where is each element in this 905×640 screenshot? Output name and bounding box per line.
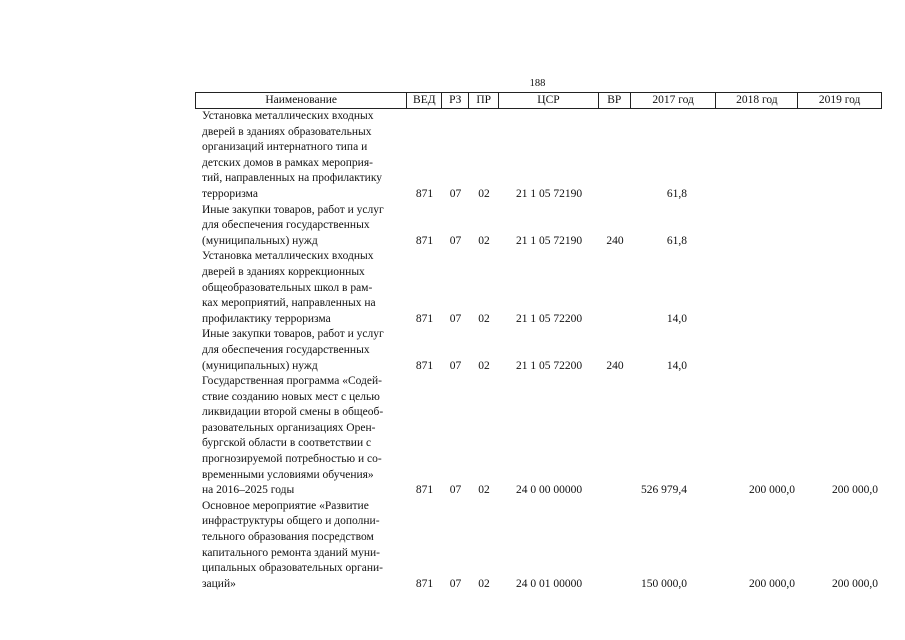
header-name: Наименование <box>196 93 407 108</box>
header-2017: 2017 год <box>631 93 717 108</box>
cell-pr: 02 <box>478 187 490 200</box>
cell-rz: 07 <box>449 577 462 590</box>
name-line: инфраструктуры общего и дополни- <box>202 515 380 528</box>
name-line: терроризма <box>202 187 258 200</box>
name-line: Государственная программа «Содей- <box>202 375 382 388</box>
cell-ved: 871 <box>415 234 434 247</box>
name-line: тий, направленных на профилактику <box>202 172 383 185</box>
cell-csr: 21 1 05 72190 <box>515 187 583 200</box>
table-row <box>195 374 882 499</box>
name-line: на 2016–2025 годы <box>202 484 295 497</box>
cell-rz: 07 <box>449 484 462 497</box>
name-line: ликвидации второй смены в общеоб- <box>202 406 384 419</box>
name-line: тельного образования посредством <box>202 531 374 544</box>
cell-vr: 240 <box>606 359 624 372</box>
cell-csr: 24 0 01 00000 <box>515 577 583 590</box>
name-line: Основное мероприятие «Развитие <box>202 499 369 512</box>
name-line: дверей в зданиях коррекционных <box>202 265 365 278</box>
cell-ved: 871 <box>415 359 434 372</box>
name-line: Иные закупки товаров, работ и услуг <box>202 328 384 341</box>
cell-csr: 21 1 05 72200 <box>515 312 583 325</box>
cell-name <box>195 499 407 593</box>
cell-rz: 07 <box>449 312 462 325</box>
header-2019: 2019 год <box>818 94 861 106</box>
cell-vr: 240 <box>606 234 624 247</box>
name-line: (муниципальных) нужд <box>202 234 318 247</box>
cell-2018: 200 000,0 <box>749 577 795 590</box>
cell-pr: 02 <box>478 359 490 372</box>
table-header <box>195 92 882 109</box>
cell-name <box>195 327 407 374</box>
cell-2017: 61,8 <box>666 234 687 247</box>
page-number: 188 <box>529 78 546 89</box>
cell-2017: 14,0 <box>666 312 687 325</box>
cell-name <box>195 203 407 250</box>
header-pr: ПР <box>469 93 499 108</box>
table-row <box>195 249 882 327</box>
header-csr: ЦСР <box>499 93 599 108</box>
cell-csr: 21 1 05 72200 <box>515 359 583 372</box>
name-line: Иные закупки товаров, работ и услуг <box>202 203 384 216</box>
name-line: организаций интернатного типа и <box>202 141 368 154</box>
cell-pr: 02 <box>478 234 490 247</box>
name-line: общеобразовательных школ в рам- <box>202 281 373 294</box>
name-line: ствие созданию новых мест с целью <box>202 390 380 403</box>
cell-2017: 61,8 <box>666 187 687 200</box>
name-line: временными условиями обучения» <box>202 468 374 481</box>
name-line: Установка металлических входных <box>202 110 374 122</box>
cell-pr: 02 <box>478 312 490 325</box>
cell-pr: 02 <box>478 577 490 590</box>
name-line: разовательных организациях Орен- <box>202 421 376 434</box>
cell-2017: 14,0 <box>666 359 687 372</box>
table-row <box>195 109 882 203</box>
name-line: (муниципальных) нужд <box>202 359 318 372</box>
name-line: для обеспечения государственных <box>202 219 370 232</box>
cell-rz: 07 <box>449 234 462 247</box>
table-row <box>195 499 882 593</box>
table-row <box>195 203 882 250</box>
cell-2017: 526 979,4 <box>641 484 687 497</box>
cell-2017: 150 000,0 <box>641 577 687 590</box>
name-line: прогнозируемой потребностью и со- <box>202 453 382 466</box>
cell-name <box>195 374 407 499</box>
cell-pr: 02 <box>478 484 490 497</box>
cell-name <box>195 249 407 327</box>
name-line: заций» <box>202 577 236 590</box>
name-line: дверей в зданиях образовательных <box>202 125 372 138</box>
cell-name <box>195 109 407 203</box>
name-line: детских домов в рамках мероприя- <box>202 156 373 169</box>
cell-ved: 871 <box>415 312 434 325</box>
cell-ved: 871 <box>415 484 434 497</box>
header-2018: 2018 год <box>716 93 798 108</box>
cell-ved: 871 <box>415 187 434 200</box>
cell-2019: 200 000,0 <box>832 577 878 590</box>
name-line: профилактику терроризма <box>202 312 331 325</box>
header-rz: РЗ <box>442 93 469 108</box>
cell-ved: 871 <box>415 577 434 590</box>
cell-rz: 07 <box>449 359 462 372</box>
cell-csr: 21 1 05 72190 <box>515 234 583 247</box>
cell-2018: 200 000,0 <box>749 484 795 497</box>
cell-csr: 24 0 00 00000 <box>515 484 583 497</box>
name-line: ках мероприятий, направленных на <box>202 297 376 310</box>
cell-rz: 07 <box>449 187 462 200</box>
name-line: ципальных образовательных органи- <box>202 562 384 575</box>
cell-2019: 200 000,0 <box>832 484 878 497</box>
header-vr: ВР <box>599 93 631 108</box>
budget-table <box>195 92 882 592</box>
table-row <box>195 327 882 374</box>
header-ved: ВЕД <box>407 93 442 108</box>
name-line: капитального ремонта зданий муни- <box>202 546 380 559</box>
name-line: Установка металлических входных <box>202 250 374 263</box>
table-body <box>195 109 882 592</box>
name-line: для обеспечения государственных <box>202 343 370 356</box>
name-line: бургской области в соответствии с <box>202 437 372 450</box>
